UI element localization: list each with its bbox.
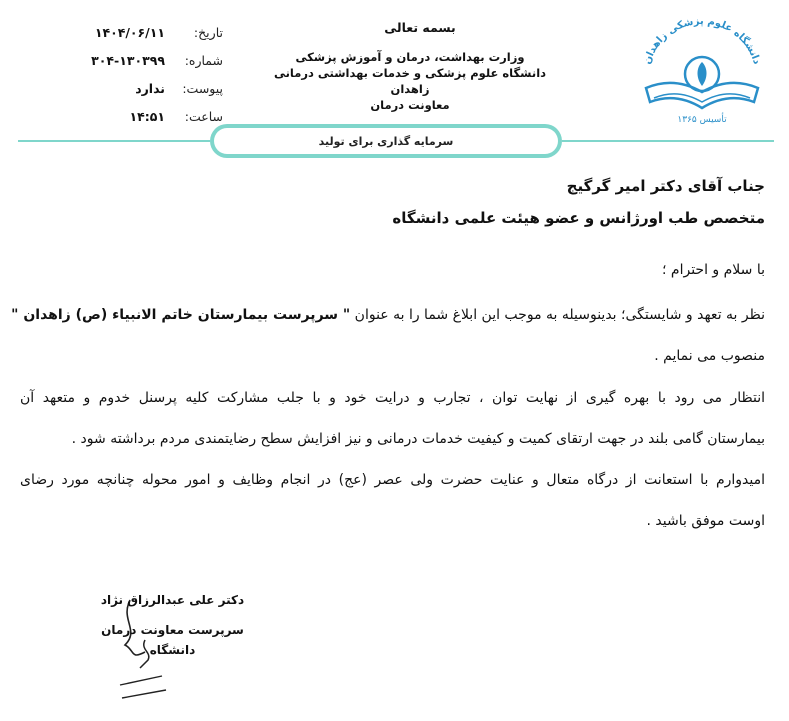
paragraph-2-line-2: بیمارستان گامی بلند در جهت ارتقای کمیت و کیفیت خدمات درمانی و نیز افزایش سطح رضایتمندی مردم برداشته شود . (71, 431, 765, 447)
paragraph-3-line-1: امیدوارم با استعانت از درگاه متعال و عنایت حضرت ولی عصر (عج) در انجام وظایف و امور محوله چنانچه مورد رضای (20, 472, 765, 488)
paragraph-1-line-1 (11, 307, 765, 323)
paragraph-3-line-2: اوست موفق باشید . (646, 513, 765, 529)
date-row (58, 18, 223, 46)
time-value: ۱۴:۵۱ (129, 108, 165, 124)
paragraph-1-line-2: منصوب می نمایم . (654, 348, 765, 364)
header-rule-right (562, 140, 774, 142)
attachment-row (58, 74, 223, 102)
greeting: با سلام و احترام ؛ (662, 262, 765, 278)
number-label: شماره: (184, 52, 223, 68)
letterhead (250, 20, 550, 113)
svg-text:دانشگاه علوم پزشکی زاهدان: دانشگاه علوم پزشکی زاهدان (641, 16, 763, 66)
addressee-title: متخصص طب اورژانس و عضو هیئت علمی دانشگاه (392, 209, 765, 227)
addressee (392, 170, 765, 234)
university-logo (628, 16, 776, 126)
header-rule-left (18, 140, 210, 142)
attachment-value: ندارد (135, 80, 165, 96)
addressee-name: جناب آقای دکتر امیر گرگیج (566, 177, 765, 195)
signer-title: سرپرست معاونت درمان دانشگاه (101, 623, 244, 657)
ministry-name: وزارت بهداشت، درمان و آموزش پزشکی (295, 50, 525, 64)
number-row (58, 46, 223, 74)
letter-meta (58, 18, 223, 130)
number-value: ۳۰۴-۱۳۰۳۹۹ (91, 52, 165, 68)
university-name: دانشگاه علوم پزشکی و خدمات بهداشتی درمانی زاهدان (273, 66, 547, 96)
date-label: تاریخ: (193, 24, 223, 40)
attachment-label: پیوست: (182, 80, 223, 96)
appointment-text: نظر به تعهد و شایستگی؛ بدینوسیله به موجب این ابلاغ شما را به عنوان (354, 307, 765, 323)
signer-name: دکتر علی عبدالرزاق نژاد (100, 593, 245, 607)
date-value: ۱۴۰۴/۰۶/۱۱ (94, 24, 165, 40)
slogan-text: سرمایه گذاری برای تولید (214, 128, 558, 154)
time-row (58, 102, 223, 130)
time-label: ساعت: (184, 108, 223, 124)
svg-text:تأسیس ۱۳۶۵: تأسیس ۱۳۶۵ (677, 115, 727, 125)
office-name: معاونت درمان (370, 98, 450, 112)
appointment-position: " سرپرست بیمارستان خاتم الانبیاء (ص) زاهدان " (11, 307, 351, 323)
slogan-banner (210, 124, 562, 158)
bismillah: بسمه تعالی (384, 20, 456, 35)
signature-block (85, 590, 260, 657)
paragraph-2-line-1: انتظار می رود با بهره گیری از نهایت توان ، تجارب و درایت خود و با جلب مشارکت کلیه پرسنل خدوم و متعهد آن (20, 390, 765, 406)
